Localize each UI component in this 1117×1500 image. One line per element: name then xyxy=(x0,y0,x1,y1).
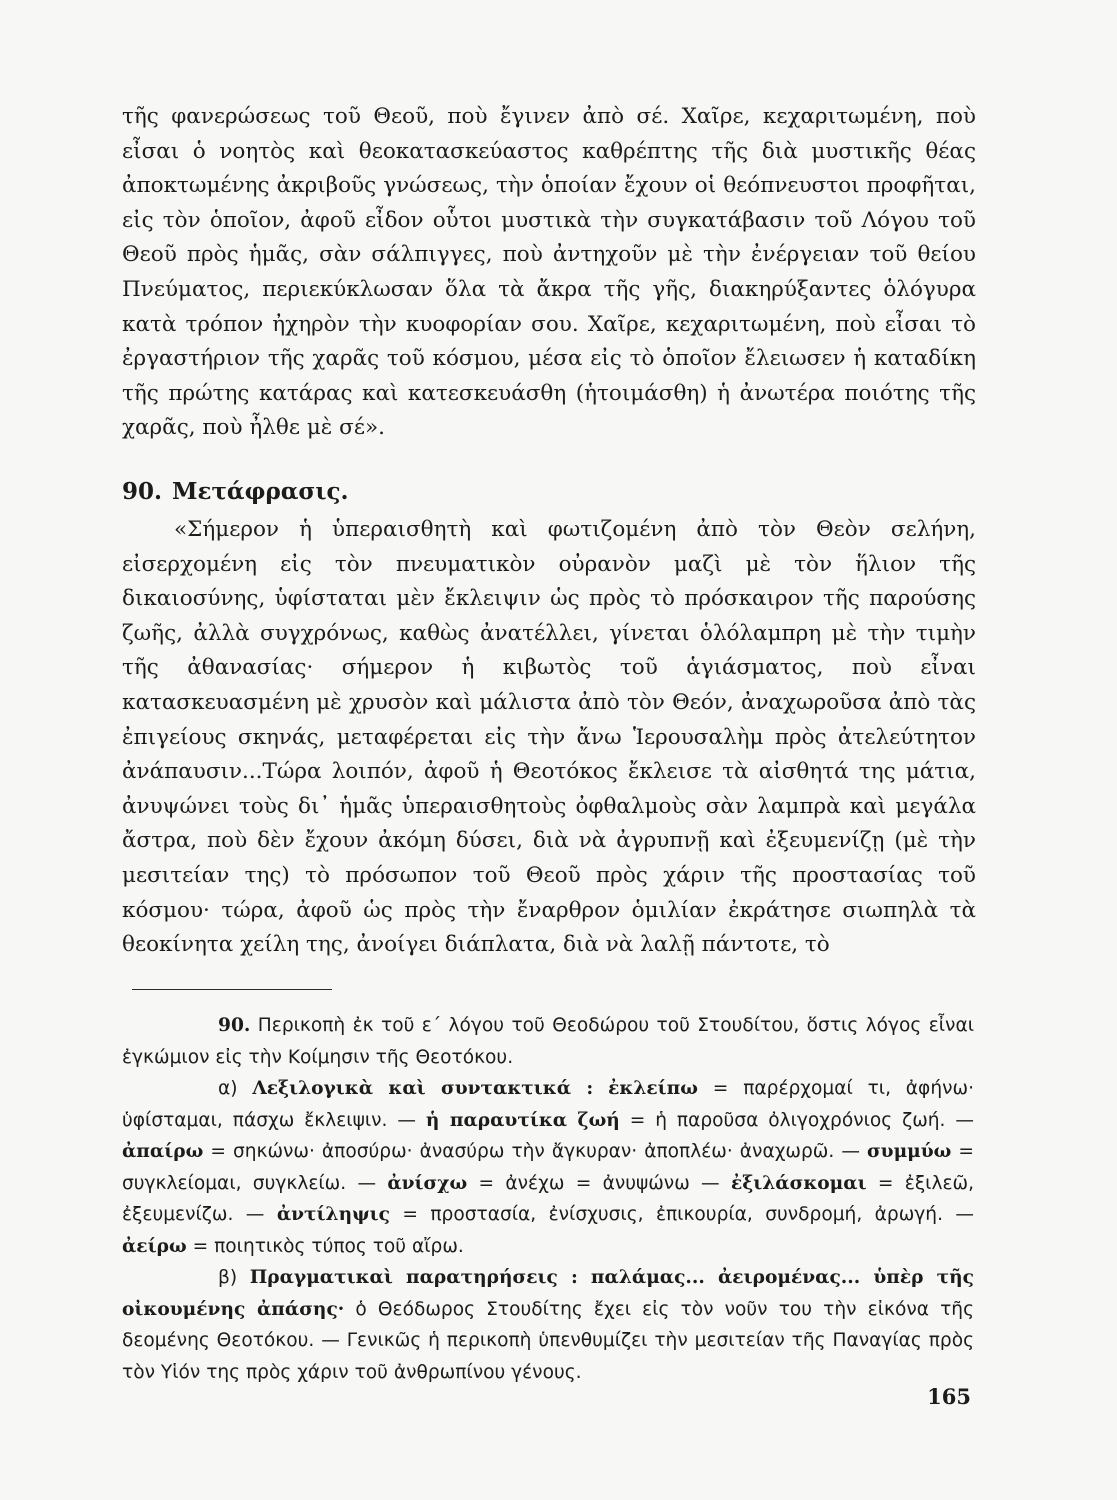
footnote-alpha xyxy=(122,1073,974,1262)
section-title: Μετάφρασις. xyxy=(172,478,349,505)
glossary-term: ἐκλείπω xyxy=(608,1078,698,1099)
footnote-intro xyxy=(122,1010,974,1073)
glossary-separator: = xyxy=(866,1172,905,1194)
glossary-separator: = xyxy=(951,1141,974,1162)
section-number: 90. xyxy=(122,478,163,505)
footnote-alpha-marker: α) xyxy=(218,1078,238,1099)
glossary-separator: = xyxy=(186,1235,215,1257)
footnote-divider xyxy=(132,989,332,990)
glossary-separator: = xyxy=(203,1141,233,1162)
glossary-separator: = xyxy=(697,1078,744,1099)
glossary-definition: σηκώνω· ἀποσύρω· ἀνασύρω τὴν ἄγκυραν· ἀποπλέω· ἀναχωρῶ. — xyxy=(232,1141,867,1162)
footnote-number: 90. xyxy=(218,1015,251,1036)
footnote-alpha-heading: Λεξιλογικὰ καὶ συντακτικά : xyxy=(252,1078,594,1099)
glossary-definition: ἐξιλεῶ, ἐξευμενίζω. — xyxy=(122,1172,975,1225)
footnote-beta-marker: β) xyxy=(218,1267,238,1288)
glossary-term: ἀπαίρω xyxy=(122,1141,204,1162)
glossary-term: ἀνίσχω xyxy=(387,1172,468,1194)
body-paragraph-continued: τῆς φανερώσεως τοῦ Θεοῦ, ποὺ ἔγινεν ἀπὸ σέ. Χαῖρε, κεχαριτωμένη, ποὺ εἶσαι ὁ νοητὸς καὶ θεοκατασκεύαστος καθρέπτης τῆς διὰ μυστικῆς θέας ἀποκτωμένης ἀκριβοῦς γνώσεως, τὴν ὁποίαν ἔχουν οἱ θεόπνευστοι προφῆται, εἰς τὸν ὁποῖον, ἀφοῦ εἶδον οὗτοι μυστικὰ τὴν συγκατάβασιν τοῦ Λόγου τοῦ Θεοῦ πρὸς ἡμᾶς, σὰν σάλπιγγες, ποὺ ἀντηχοῦν μὲ τὴν ἐνέργειαν τοῦ θείου Πνεύματος, περιεκύκλωσαν ὅλα τὰ ἄκρα τῆς γῆς, διακηρύξαντες ὁλόγυρα κατὰ τρόπον ἠχηρὸν τὴν κυοφορίαν σου. Χαῖρε, κεχαριτωμένη, ποὺ εἶσαι τὸ ἐργαστήριον τῆς χαρᾶς τοῦ κόσμου, μέσα εἰς τὸ ὁποῖον ἔλειωσεν ἡ καταδίκη τῆς πρώτης κατάρας καὶ κατεσκευάσθη (ἡτοιμάσθη) ἡ ἀνωτέρα ποιότης τῆς χαρᾶς, ποὺ ἦλθε μὲ σέ». xyxy=(122,104,976,441)
glossary-definition: ἡ παροῦσα ὀλιγοχρόνιος ζωή. — xyxy=(655,1109,974,1131)
glossary-term: ἀείρω xyxy=(122,1235,187,1257)
glossary-separator: = xyxy=(467,1172,506,1194)
glossary-separator: = xyxy=(389,1204,431,1225)
glossary-separator: = xyxy=(619,1109,656,1131)
footnote-intro-text: Περικοπὴ ἐκ τοῦ ε΄ λόγου τοῦ Θεοδώρου τοῦ Στουδίτου, ὅστις λόγος εἶναι ἐγκώμιον εἰς τὴν Κοίμησιν τῆς Θεοτόκου. xyxy=(122,1015,974,1068)
glossary-entries xyxy=(122,1078,974,1257)
glossary-definition: ποιητικὸς τύπος τοῦ αἴρω. xyxy=(214,1235,464,1257)
section-heading xyxy=(122,478,349,505)
footnotes xyxy=(122,1010,974,1388)
page-number: 165 xyxy=(927,1384,971,1409)
glossary-term: ἡ παραυτίκα ζωή xyxy=(425,1109,620,1131)
glossary-term: ἐξιλάσκομαι xyxy=(730,1172,867,1194)
footnote-beta-text: ὁ Θεόδωρος Στουδίτης ἔχει εἰς τὸν νοῦν του τὴν εἰκόνα τῆς δεομένης Θεοτόκου. — Γενικῶς ἡ περικοπὴ ὑπενθυμίζει τὴν μεσιτείαν τῆς Παναγίας πρὸς τὸν Υἱόν της πρὸς χάριν τοῦ ἀνθρωπίνου γένους. xyxy=(122,1298,974,1383)
glossary-definition: συγκλείομαι, συγκλείω. — xyxy=(122,1172,388,1194)
glossary-definition: παρέρχομαί τι, ἀφήνω· ὑφίσταμαι, πάσχω ἔκλειψιν. — xyxy=(122,1078,974,1131)
glossary-term: ἀντίληψις xyxy=(276,1204,390,1225)
body-paragraph-translation: «Σήμερον ἡ ὑπεραισθητὴ καὶ φωτιζομένη ἀπὸ τὸν Θεὸν σελήνη, εἰσερχομένη εἰς τὸν πνευματικὸν οὐρανὸν μαζὶ μὲ τὸν ἥλιον τῆς δικαιοσύνης, ὑφίσταται μὲν ἔκλειψιν ὡς πρὸς τὸ πρόσκαιρον τῆς παρούσης ζωῆς, ἀλλὰ συγχρόνως, καθὼς ἀνατέλλει, γίνεται ὁλόλαμπρη μὲ τὴν τιμὴν τῆς ἀθανασίας· σήμερον ἡ κιβωτὸς τοῦ ἁγιάσματος, ποὺ εἶναι κατασκευασμένη μὲ χρυσὸν καὶ μάλιστα ἀπὸ τὸν Θεόν, ἀναχωροῦσα ἀπὸ τὰς ἐπιγείους σκηνάς, μεταφέρεται εἰς τὴν ἄνω Ἱερουσαλὴμ πρὸς ἀτελεύτητον ἀνάπαυσιν...Τώρα λοιπόν, ἀφοῦ ἡ Θεοτόκος ἔκλεισε τὰ αἰσθητά της μάτια, ἀνυψώνει τοὺς δι᾽ ἡμᾶς ὑπεραισθητοὺς ὀφθαλμοὺς σὰν λαμπρὰ καὶ μεγάλα ἄστρα, ποὺ δὲν ἔχουν ἀκόμη δύσει, διὰ νὰ ἀγρυπνῇ καὶ ἐξευμενίζῃ (μὲ τὴν μεσιτείαν της) τὸ πρόσωπον τοῦ Θεοῦ πρὸς χάριν τῆς προστασίας τοῦ κόσμου· τώρα, ἀφοῦ ὡς πρὸς τὴν ἔναρθρον ὁμιλίαν ἐκράτησε σιωπηλὰ τὰ θεοκίνητα χείλη της, ἀνοίγει διάπλατα, διὰ νὰ λαλῇ πάντοτε, τὸ xyxy=(122,517,976,958)
glossary-term: συμμύω xyxy=(866,1141,952,1162)
footnote-beta-heading: Πραγματικαὶ παρατηρήσεις : παλάμας... ἀειρομένας... ὑπὲρ τῆς οἰκουμένης ἀπάσης· xyxy=(122,1267,974,1320)
glossary-definition: προστασία, ἐνίσχυσις, ἐπικουρία, συνδρομή, ἀρωγή. — xyxy=(430,1204,975,1225)
footnote-beta xyxy=(122,1262,974,1388)
glossary-definition: ἀνέχω = ἀνυψώνω — xyxy=(505,1172,731,1194)
